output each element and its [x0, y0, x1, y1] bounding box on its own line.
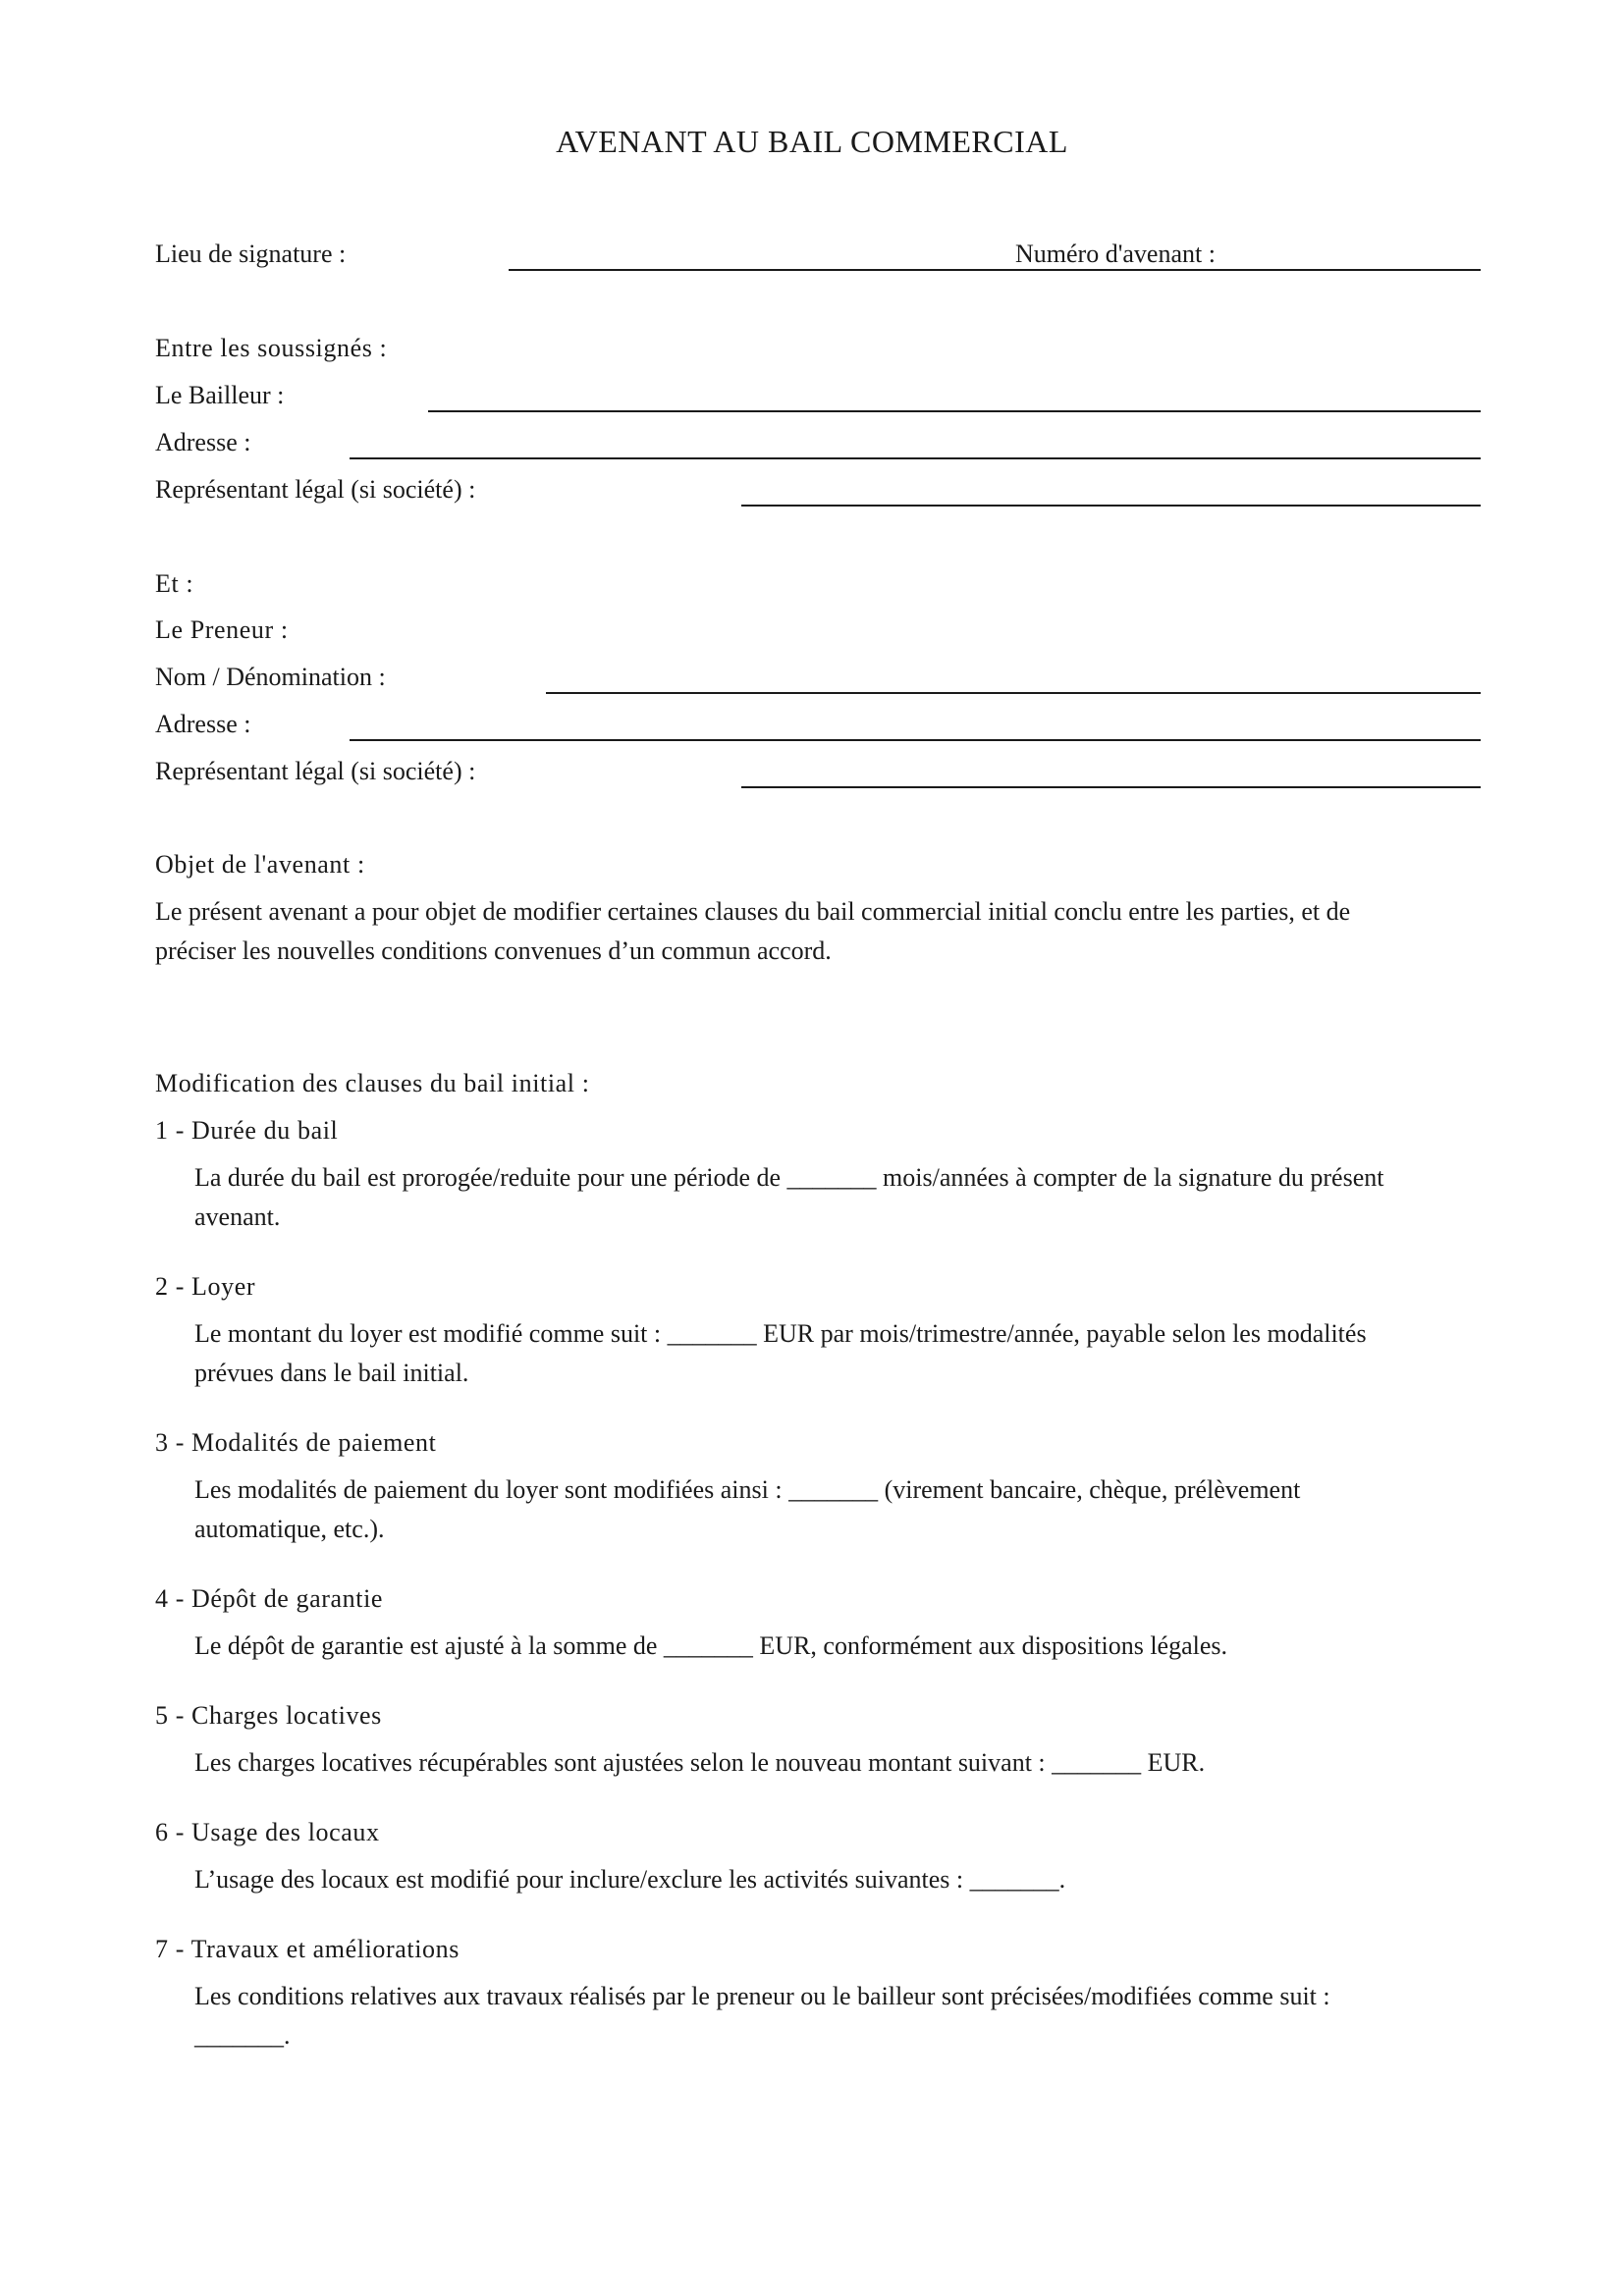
clause-1-text — [194, 1158, 1500, 1237]
clause-6-line-1: L’usage des locaux est modifié pour inclure/exclure les activités suivantes : _______. — [194, 1865, 1066, 1894]
preneur-representant-label: Représentant légal (si société) : — [155, 757, 476, 785]
clause-7-line-1: Les conditions relatives aux travaux réalisés par le preneur ou le bailleur sont précisées/modifiées comme suit : — [194, 1982, 1330, 2010]
clause-7-text — [194, 1977, 1500, 2056]
clause-3-text — [194, 1470, 1500, 1549]
clause-4-title: 4 - Dépôt de garantie — [155, 1584, 384, 1613]
clause-4-line-1: Le dépôt de garantie est ajusté à la somme de _______ EUR, conformément aux dispositions légales. — [194, 1631, 1228, 1660]
document-title: AVENANT AU BAIL COMMERCIAL — [556, 124, 1068, 159]
bailleur-representant-field[interactable] — [741, 505, 1481, 507]
clause-7-line-2: _______. — [194, 2021, 291, 2050]
clause-2-line-1: Le montant du loyer est modifié comme suit : _______ EUR par mois/trimestre/année, payable selon les modalités — [194, 1319, 1367, 1348]
bailleur-adresse-label: Adresse : — [155, 428, 251, 456]
clause-3-line-1: Les modalités de paiement du loyer sont modifiées ainsi : _______ (virement bancaire, chèque, prélèvement — [194, 1475, 1301, 1504]
bailleur-label: Le Bailleur : — [155, 381, 285, 409]
objet-line-2: préciser les nouvelles conditions convenues d’un commun accord. — [155, 936, 832, 965]
preneur-intro: Et : — [155, 569, 194, 598]
clause-3-title: 3 - Modalités de paiement — [155, 1428, 437, 1457]
clause-1-line-1: La durée du bail est prorogée/reduite pour une période de _______ mois/années à compter de la signature du présent — [194, 1163, 1384, 1192]
objet-line-1: Le présent avenant a pour objet de modifier certaines clauses du bail commercial initial conclu entre les parties, et de — [155, 897, 1351, 926]
lieu-signature-field[interactable] — [509, 269, 1481, 271]
preneur-adresse-label: Adresse : — [155, 710, 251, 738]
clause-6-text — [194, 1860, 1500, 1899]
clause-5-text — [194, 1743, 1500, 1783]
clause-5-title: 5 - Charges locatives — [155, 1701, 382, 1730]
bailleur-intro: Entre les soussignés : — [155, 334, 388, 362]
bailleur-representant-label: Représentant légal (si société) : — [155, 475, 476, 504]
objet-paragraph — [155, 892, 1490, 971]
objet-heading: Objet de l'avenant : — [155, 850, 365, 879]
numero-avenant-label: Numéro d'avenant : — [1015, 240, 1216, 268]
bailleur-adresse-field[interactable] — [350, 457, 1481, 459]
clause-2-title: 2 - Loyer — [155, 1272, 256, 1301]
preneur-label: Le Preneur : — [155, 615, 289, 644]
modifications-heading: Modification des clauses du bail initial : — [155, 1069, 590, 1097]
clause-2-text — [194, 1314, 1500, 1393]
preneur-representant-field[interactable] — [741, 786, 1481, 788]
lieu-signature-label: Lieu de signature : — [155, 240, 347, 268]
bailleur-field[interactable] — [428, 410, 1481, 412]
preneur-adresse-field[interactable] — [350, 739, 1481, 741]
preneur-nom-label: Nom / Dénomination : — [155, 663, 386, 691]
preneur-nom-field[interactable] — [546, 692, 1481, 694]
clause-5-line-1: Les charges locatives récupérables sont ajustées selon le nouveau montant suivant : _______ EUR. — [194, 1748, 1206, 1777]
clause-1-line-2: avenant. — [194, 1202, 281, 1231]
clause-1-title: 1 - Durée du bail — [155, 1116, 339, 1145]
clause-4-text — [194, 1627, 1500, 1666]
clause-7-title: 7 - Travaux et améliorations — [155, 1935, 460, 1963]
clause-6-title: 6 - Usage des locaux — [155, 1818, 380, 1846]
clause-3-line-2: automatique, etc.). — [194, 1515, 385, 1543]
clause-2-line-2: prévues dans le bail initial. — [194, 1359, 469, 1387]
